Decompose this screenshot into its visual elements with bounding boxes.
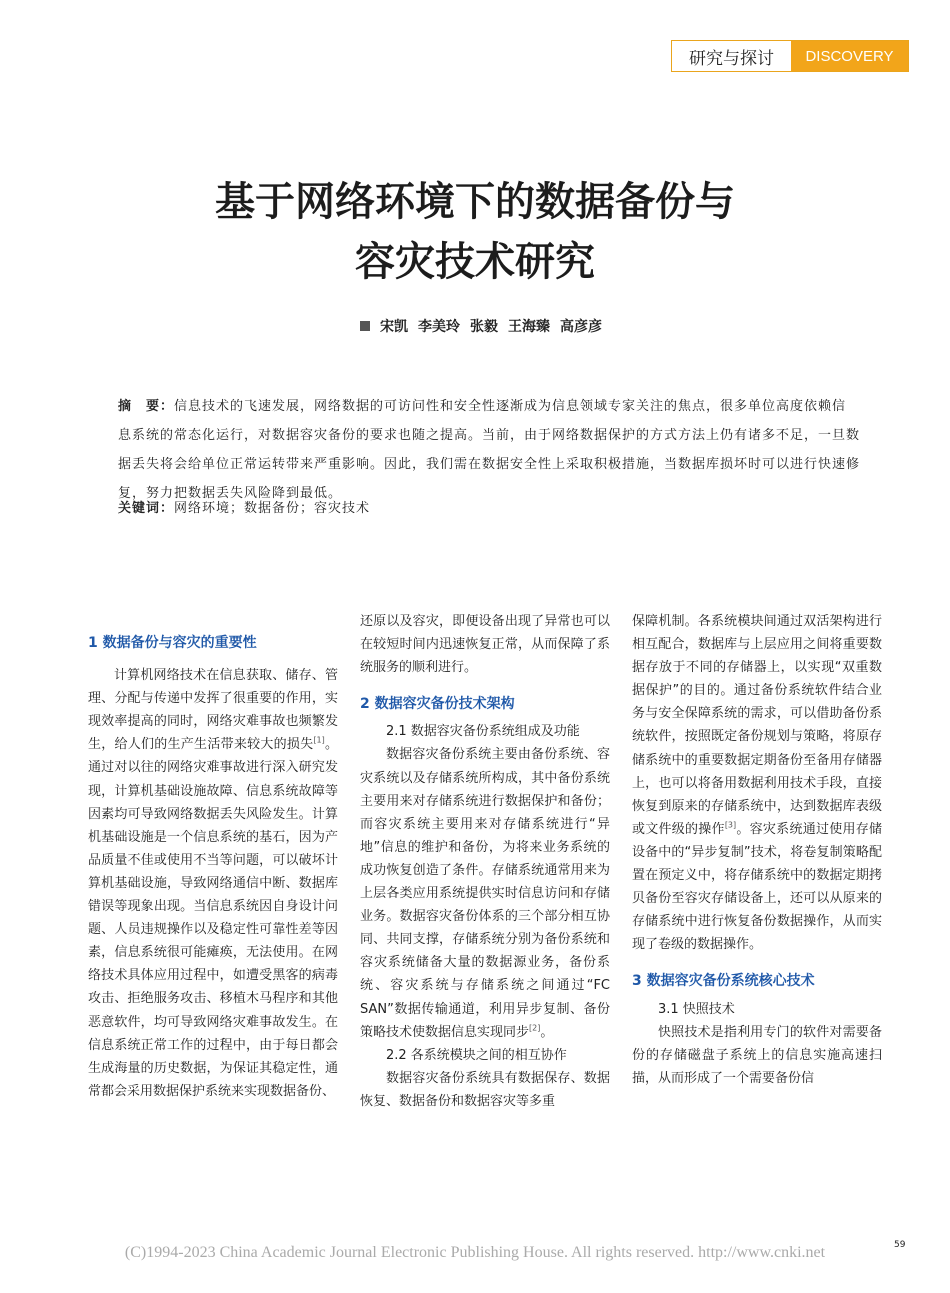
section-label-cn: 研究与探讨 [672, 41, 791, 71]
title-line-1: 基于网络环境下的数据备份与 [215, 179, 735, 225]
copyright-footer: (C)1994-2023 China Academic Journal Electronic Publishing House. All rights reserved. http://www.cnki.net [124, 1244, 826, 1261]
keywords-label: 关键词： [118, 501, 175, 516]
author: 张毅 [470, 319, 498, 335]
section-heading-2: 2 数据容灾备份技术架构 [360, 696, 515, 713]
section-label-en: DISCOVERY [791, 41, 908, 71]
subsection-heading-2-1: 2.1 数据容灾备份系统组成及功能 [386, 724, 580, 740]
paragraph: 数据容灾备份系统具有数据保存、数据恢复、数据备份和数据容灾等多重 [360, 1070, 610, 1109]
square-bullet-icon [360, 321, 370, 331]
subsection-heading-3-1: 3.1 快照技术 [658, 1001, 735, 1017]
title-line-2: 容灾技术研究 [355, 239, 595, 285]
citation[interactable]: [2] [529, 1023, 541, 1033]
article-title [0, 172, 950, 292]
body-column-3 [632, 610, 882, 1090]
abstract-label: 摘 要： [118, 399, 175, 414]
paragraph: 计算机网络技术在信息获取、储存、管理、分配与传递中发挥了很重要的作用，实现效率提高的同时，网络灾难事故也频繁发生，给人们的生产生活带来较大的损失[1]。通过对以往的网络灾难事故进行深入研究发现，计算机基础设施故障、信息系统故障等因素均可导致网络数据丢失风险发生。计算机基础设施是一个信息系统的基石，因为产品质量不佳或使用不当等问题，可以破坏计算机基础设施，导致网络通信中断、数据库错误等现象出现。当信息系统因自身设计问题、人员违规操作以及稳定性可靠性差等因素，信息系统很可能瘫痪，无法使用。在网络技术具体应用过程中，如遭受黑客的病毒攻击、拒绝服务攻击、移植木马程序和其他恶意软件，均可导致网络灾难事故发生。在信息系统正常工作的过程中，由于每日都会生成海量的历史数据，为保证其稳定性，通常都会采用数据保护系统来实现数据备份、 [88, 668, 338, 1099]
body-column-2 [360, 610, 610, 1113]
paragraph: 保障机制。各系统模块间通过双活架构进行相互配合，数据库与上层应用之间将重要数据存放于不同的存储器上，以实现“双重数据保护”的目的。通过备份系统软件结合业务与安全保障系统的需求，可以借助备份系统软件，按照既定备份规划与策略，将原存储系统中的重要数据定期备份至备用存储器上，也可以将备用数据利用技术手段，直接恢复到原来的存储系统中，达到数据库表级或文件级的操作[3]。容灾系统通过使用存储设备中的“异步复制”技术，将卷复制策略配置在预定义中，将存储系统中的数据定期拷贝备份至容灾存储设备上，还可以从原来的存储系统中进行恢复备份数据操作，从而实现了卷级的数据操作。 [632, 614, 882, 953]
page-number: 59 [894, 1240, 906, 1250]
author: 高彦彦 [560, 319, 602, 335]
body-column-1 [88, 610, 338, 1103]
author-list [360, 316, 602, 336]
paragraph: 快照技术是指利用专门的软件对需要备份的存储磁盘子系统上的信息实施高速扫描，从而形成了一个需要备份信 [632, 1024, 882, 1086]
author: 王海臻 [508, 319, 550, 335]
paragraph: 还原以及容灾，即便设备出现了异常也可以在较短时间内迅速恢复正常，从而保障了系统服务的顺利进行。 [360, 614, 610, 676]
keywords [118, 494, 370, 523]
abstract-text: 信息技术的飞速发展，网络数据的可访问性和安全性逐渐成为信息领域专家关注的焦点，很多单位高度依赖信息系统的常态化运行，对数据容灾备份的要求也随之提高。当前，由于网络数据保护的方式方法上仍有诸多不足，一旦数据丢失将会给单位正常运转带来严重影响。因此，我们需在数据安全性上采取积极措施，当数据库损坏时可以进行快速修复，努力把数据丢失风险降到最低。 [118, 399, 861, 501]
author: 宋凯 [380, 319, 408, 335]
section-heading-3: 3 数据容灾备份系统核心技术 [632, 973, 815, 990]
author: 李美玲 [418, 319, 460, 335]
subsection-heading-2-2: 2.2 各系统模块之间的相互协作 [386, 1047, 567, 1063]
abstract [118, 392, 860, 508]
citation[interactable]: [1] [313, 736, 325, 746]
section-heading-1: 1 数据备份与容灾的重要性 [88, 635, 257, 651]
paragraph: 数据容灾备份系统主要由备份系统、容灾系统以及存储系统所构成，其中备份系统主要用来对存储系统进行数据保护和备份；而容灾系统主要用来对存储系统进行“异地”信息的维护和备份，为将来业务系统的成功恢复创造了条件。存储系统通常用来为上层各类应用系统提供实时信息访问和存储业务。数据容灾备份体系的三个部分相互协同、共同支撑，存储系统分别为备份系统和容灾系统储备大量的数据源业务，备份系统、容灾系统与存储系统之间通过“FC SAN”数据传输通道，利用异步复制、备份策略技术使数据信息实现同步[2]。 [360, 747, 610, 1040]
keywords-text: 网络环境；数据备份；容灾技术 [174, 501, 371, 516]
citation[interactable]: [3] [724, 820, 737, 830]
section-header [671, 40, 909, 72]
